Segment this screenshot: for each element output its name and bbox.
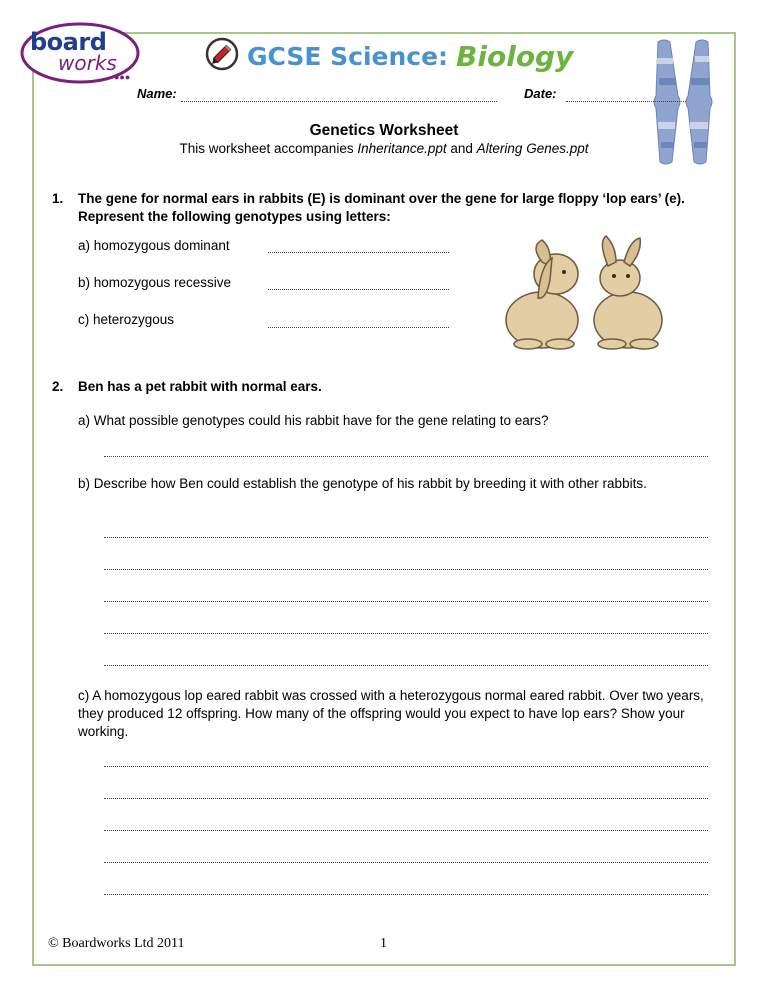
q2-c-answer-line-2[interactable] (104, 798, 708, 799)
normal-rabbit-icon (594, 236, 662, 349)
logo-text-top: board (30, 28, 107, 56)
subtitle-and: and (446, 141, 477, 156)
name-label: Name: (137, 86, 177, 101)
q2-c-text: c) A homozygous lop eared rabbit was crossed with a heterozygous normal eared rabbit. Over two years, they produced 12 offspring. How many of the offspring would you expect to have lop ears? Show your working. (78, 688, 704, 739)
q1-item-a-answer[interactable] (268, 252, 449, 253)
subtitle-file-1: Inheritance.ppt (357, 141, 447, 156)
copyright: © Boardworks Ltd 2011 (48, 936, 185, 951)
title-main: GCSE Science: (247, 41, 449, 71)
q1-item-b-answer[interactable] (268, 289, 449, 290)
q2-a-answer-line[interactable] (104, 456, 708, 457)
q2-b-answer-line-3[interactable] (104, 601, 708, 602)
worksheet-subtitle (0, 141, 768, 156)
logo-dots-icon: ●●● (114, 72, 131, 82)
q2-a-text: a) What possible genotypes could his rabbit have for the gene relating to ears? (78, 413, 549, 428)
date-field[interactable] (566, 87, 686, 102)
q2-b-answer-line-2[interactable] (104, 569, 708, 570)
q2-number: 2. (52, 379, 64, 394)
q2-b-answer-line-5[interactable] (104, 665, 708, 666)
q1-item-c-label: c) heterozygous (78, 312, 175, 327)
name-field[interactable] (181, 87, 497, 102)
q1-item-c-answer[interactable] (268, 327, 449, 328)
q2-c-answer-line-1[interactable] (104, 766, 708, 767)
logo-text-bottom: works (58, 51, 117, 75)
q2-b-answer-line-1[interactable] (104, 537, 708, 538)
q1-item-b-label: b) homozygous recessive (78, 275, 232, 290)
q1-item-a-label: a) homozygous dominant (78, 238, 230, 253)
lop-rabbit-icon (506, 240, 578, 349)
date-label: Date: (524, 86, 557, 101)
q2-b-text: b) Describe how Ben could establish the genotype of his rabbit by breeding it with other rabbits. (78, 476, 647, 491)
q2-text: Ben has a pet rabbit with normal ears. (78, 379, 322, 394)
subtitle-file-2: Altering Genes.ppt (476, 141, 589, 156)
q2-b-answer-line-4[interactable] (104, 633, 708, 634)
page-border (32, 32, 736, 966)
q1-text: The gene for normal ears in rabbits (E) is dominant over the gene for large floppy ‘lop ears’ (e). Represent the following genotypes using letters: (78, 191, 685, 224)
title-subject: Biology (456, 39, 574, 73)
subtitle-prefix: This worksheet accompanies (179, 141, 358, 156)
rabbits-illustration (500, 232, 670, 352)
q2-c-answer-line-3[interactable] (104, 830, 708, 831)
q1-number: 1. (52, 191, 64, 206)
header-title (205, 36, 573, 76)
worksheet-title: Genetics Worksheet (309, 122, 459, 139)
q2-c-answer-line-5[interactable] (104, 894, 708, 895)
page-number: 1 (380, 936, 387, 951)
q2-c-answer-line-4[interactable] (104, 862, 708, 863)
boardworks-logo (18, 20, 142, 86)
pencil-icon (205, 37, 239, 76)
